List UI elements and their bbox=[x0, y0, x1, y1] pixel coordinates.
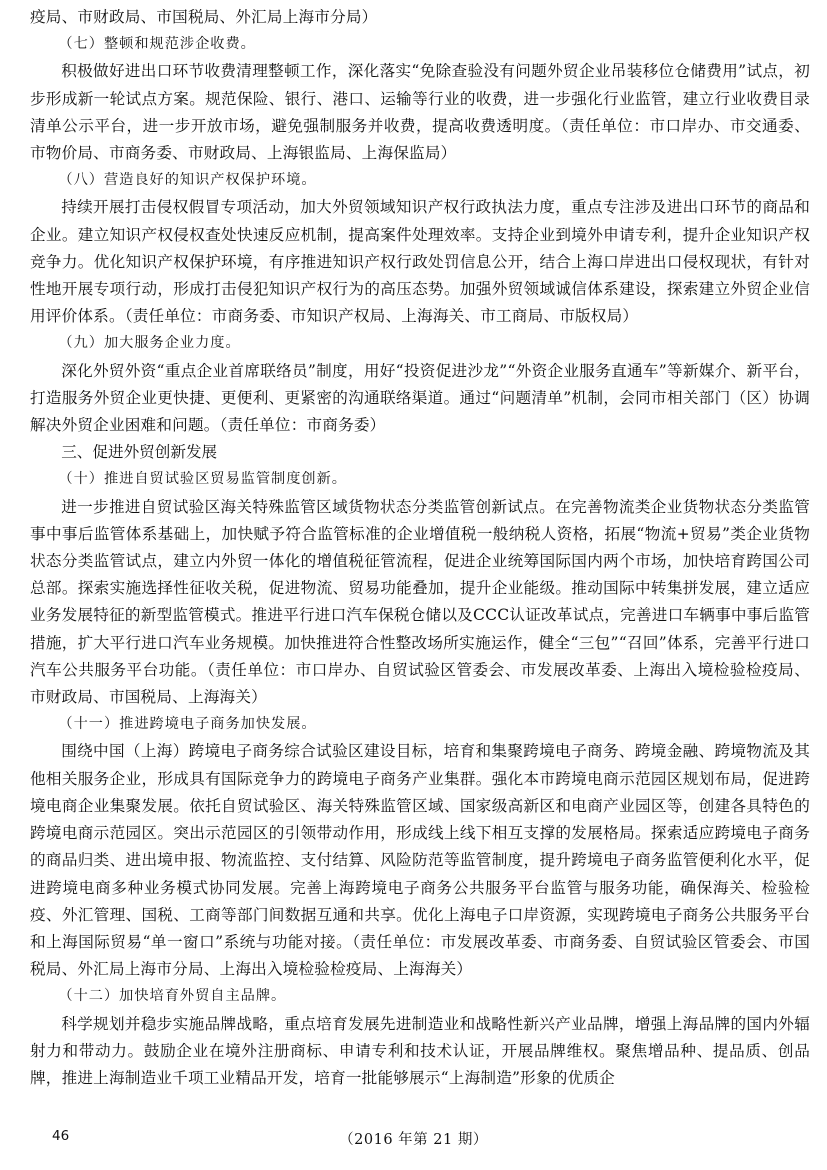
section-11-heading: （十一）推进跨境电子商务加快发展。 bbox=[58, 716, 317, 733]
section-7-body: 积极做好进出口环节收费清理整顿工作，深化落实“免除查验没有问题外贸企业吊装移位仓储费用”试点，初步形成新一轮试点方案。规范保险、银行、港口、运输等行业的收费，进一步强化行业监管，建立行业收费目录清单公示平台，进一步开放市场，避免强制服务并收费，提高收费透明度。（责任单位：市口岸办、市交通委、市物价局、市商务委、市财政局、上海银监局、上海保监局） bbox=[30, 62, 810, 163]
part-three-heading: 三、促进外贸创新发展 bbox=[61, 443, 218, 462]
section-12-body: 科学规划并稳步实施品牌战略，重点培育发展先进制造业和战略性新兴产业品牌，增强上海品牌的国内外辐射力和带动力。鼓励企业在境外注册商标、申请专利和技术认证，开展品牌维权。聚焦增品种、提品质、创品牌，推进上海制造业千项工业精品开发，培育一批能够展示“上海制造”形象的优质企 bbox=[30, 1014, 810, 1087]
section-8-body: 持续开展打击侵权假冒专项活动，加大外贸领域知识产权行政执法力度，重点专注涉及进出口环节的商品和企业。建立知识产权侵权查处快速反应机制，提高案件处理效率。支持企业到境外申请专利，提升企业知识产权竞争力。优化知识产权保护环境，有序推进知识产权行政处罚信息公开，结合上海口岸进出口侵权现状，有针对性地开展专项行动，形成打击侵犯知识产权行为的高压态势。加强外贸领域诚信体系建设，探索建立外贸企业信用评价体系。（责任单位：市商务委、市知识产权局、上海海关、市工商局、市版权局） bbox=[30, 198, 810, 326]
section-9-body: 深化外贸外资“重点企业首席联络员”制度，用好“投资促进沙龙”“外资企业服务直通车”等新媒介、新平台，打造服务外贸企业更快捷、更便利、更紧密的沟通联络渠道。通过“问题清单”机制，会同市相关部门（区）协调解决外贸企业困难和问题。（责任单位：市商务委） bbox=[30, 361, 810, 435]
document-page bbox=[30, 4, 810, 1092]
section-10-body: 进一步推进自贸试验区海关特殊监管区域货物状态分类监管创新试点。在完善物流类企业货物状态分类监管事中事后监管体系基础上，加快赋予符合监管标准的企业增值税一般纳税人资格，拓展“物流+贸易”类企业货物状态分类监管试点，建立内外贸一体化的增值税征管流程，促进企业统筹国际国内两个市场，加快培育跨国公司总部。探索实施选择性征收关税，促进物流、贸易功能叠加，提升企业能级。推动国际中转集拼发展，建立适应业务发展特征的新型监管模式。推进平行进口汽车保税仓储以及CCC认证改革试点，完善进口车辆事中事后监管措施，扩大平行进口汽车业务规模。加快推进符合性整改场所实施运作，健全“三包”“召回”体系，完善平行进口汽车公共服务平台功能。（责任单位：市口岸办、自贸试验区管委会、市发展改革委、上海出入境检验检疫局、市财政局、市国税局、上海海关） bbox=[30, 497, 810, 707]
section-9-heading: （九）加大服务企业力度。 bbox=[58, 335, 241, 352]
continuation-line: 疫局、市财政局、市国税局、外汇局上海市分局） bbox=[30, 8, 378, 26]
section-7-heading: （七）整顿和规范涉企收费。 bbox=[58, 36, 256, 53]
section-12-heading: （十二）加快培育外贸自主品牌。 bbox=[58, 988, 287, 1005]
section-8-heading: （八）营造良好的知识产权保护环境。 bbox=[58, 172, 317, 189]
section-10-heading: （十）推进自贸试验区贸易监管制度创新。 bbox=[58, 471, 347, 488]
issue-label: （2016 年第 21 期） bbox=[339, 1132, 488, 1148]
section-11-body: 围绕中国（上海）跨境电子商务综合试验区建设目标，培育和集聚跨境电子商务、跨境金融、跨境物流及其他相关服务企业，形成具有国际竞争力的跨境电子商务产业集群。强化本市跨境电商示范园区规划布局，促进跨境电商企业集聚发展。依托自贸试验区、海关特殊监管区域、国家级高新区和电商产业园区等，创建各具特色的跨境电商示范园区。突出示范园区的引领带动作用，形成线上线下相互支撑的发展格局。探索适应跨境电子商务的商品归类、进出境申报、物流监控、支付结算、风险防范等监管制度，提升跨境电子商务监管便利化水平，促进跨境电商多种业务模式协同发展。完善上海跨境电子商务公共服务平台监管与服务功能，确保海关、检验检疫、外汇管理、国税、工商等部门间数据互通和共享。优化上海电子口岸资源，实现跨境电子商务公共服务平台和上海国际贸易“单一窗口”系统与功能对接。（责任单位：市发展改革委、市商务委、自贸试验区管委会、市国税局、外汇局上海市分局、上海出入境检验检疫局、上海海关） bbox=[30, 742, 810, 979]
page-footer bbox=[0, 1128, 827, 1152]
page-number: 46 bbox=[52, 1128, 70, 1144]
